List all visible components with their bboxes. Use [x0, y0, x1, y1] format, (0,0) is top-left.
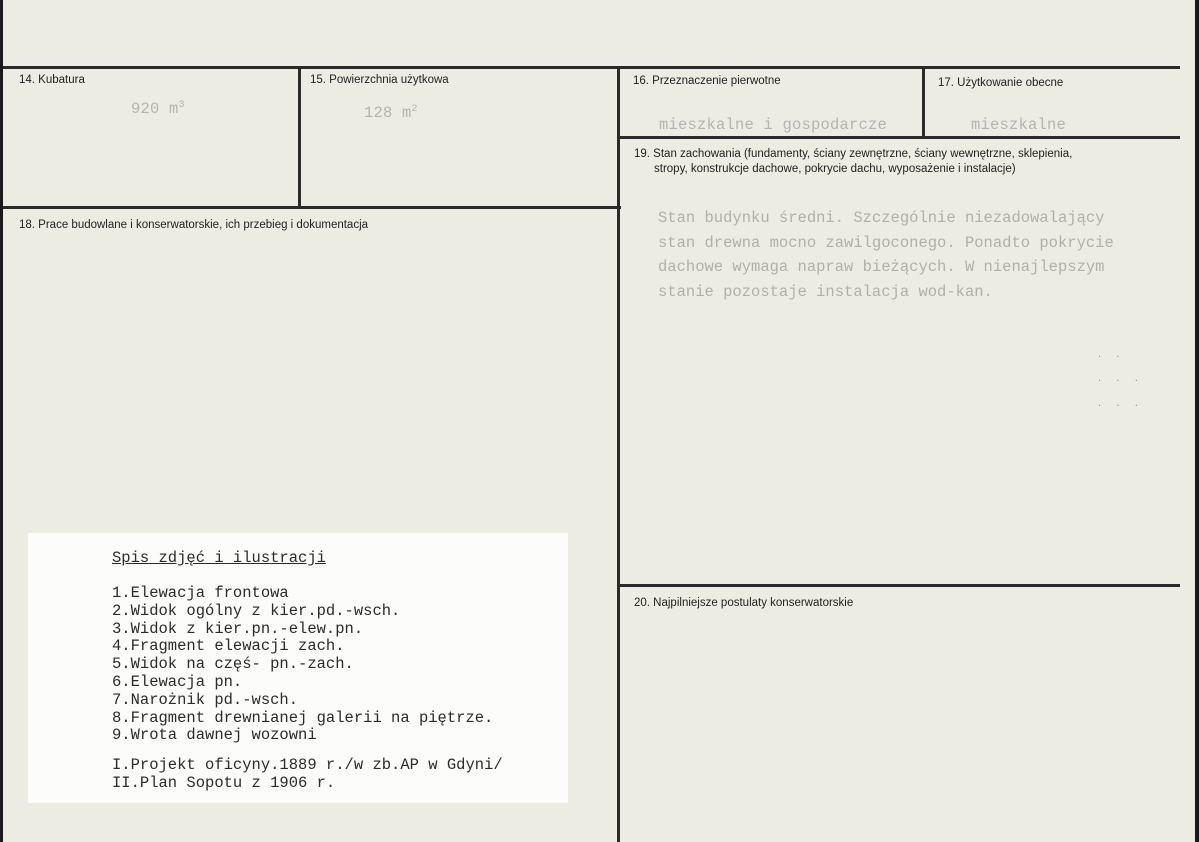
top-rule — [3, 66, 1180, 69]
rule-under-16-17 — [620, 136, 1180, 139]
field-20-label: 20. Najpilniejsze postulaty konserwatorskie — [634, 597, 854, 609]
rule-under-14-15 — [3, 206, 621, 209]
field-14-label: 14. Kubatura — [19, 74, 85, 86]
field-16-label: 16. Przeznaczenie pierwotne — [633, 75, 781, 87]
field-15-value — [364, 104, 418, 122]
photo-list-item: 5.Widok na częś- pn.-zach. — [112, 655, 354, 674]
field-19-line: dachowe wymaga napraw bieżących. W nienajlepszym — [658, 258, 1105, 276]
field-18-label: 18. Prace budowlane i konserwatorskie, ich przebieg i dokumentacja — [19, 219, 369, 231]
field-17-value: mieszkalne — [971, 116, 1067, 134]
faint-marks: · · · — [1098, 376, 1144, 387]
photo-list-title: Spis zdjęć i ilustracji — [112, 549, 326, 567]
divider-16-17 — [922, 66, 925, 138]
photo-list-item: 4.Fragment elewacji zach. — [112, 637, 345, 656]
photo-list-item: 3.Widok z kier.pn.-elew.pn. — [112, 619, 364, 638]
field-19-line: stanie pozostaje instalacja wod-kan. — [658, 282, 993, 301]
field-17-label: 17. Użytkowanie obecne — [938, 77, 1064, 89]
field-15-label: 15. Powierzchnia użytkowa — [310, 74, 449, 86]
field-19-text — [658, 206, 1168, 304]
photo-list-slip — [28, 533, 568, 803]
field-14-unit-exponent: 3 — [178, 100, 185, 111]
photo-list-item: 8.Fragment drewnianej galerii na piętrze. — [112, 708, 494, 727]
field-19-line: Stan budynku średni. Szczególnie niezadowalający — [658, 209, 1105, 227]
card-right-edge — [1195, 0, 1199, 842]
photo-list-item: 9.Wrota dawnej wozowni — [112, 726, 317, 745]
rule-under-19 — [620, 584, 1180, 587]
faint-marks: · · — [1098, 352, 1126, 363]
field-19-label-line-2: stropy, konstrukcje dachowe, pokrycie dachu, wyposażenie i instalacje) — [654, 163, 1016, 175]
field-19-line: stan drewna mocno zawilgoconego. Ponadto pokrycie — [658, 233, 1114, 252]
photo-list-items — [112, 585, 493, 745]
photo-list-item: 2.Widok ogólny z kier.pd.-wsch. — [112, 601, 401, 620]
photo-list-item: 1.Elewacja frontowa — [112, 584, 289, 602]
field-14-value — [131, 100, 185, 118]
card-left-edge — [0, 0, 3, 842]
field-14-number: 920 m — [131, 100, 179, 119]
divider-14-15 — [298, 66, 301, 208]
field-15-number: 128 m — [364, 104, 412, 123]
field-19-label-line-1: 19. Stan zachowania (fundamenty, ściany zewnętrzne, ściany wewnętrzne, sklepienia, — [634, 148, 1073, 160]
field-16-value: mieszkalne i gospodarcze — [659, 116, 888, 134]
divider-center — [617, 66, 620, 842]
illustration-item: I.Projekt oficyny.1889 r./w zb.AP w Gdyni/ — [112, 756, 503, 774]
illustration-list — [112, 757, 503, 793]
photo-list-item: 6.Elewacja pn. — [112, 672, 243, 691]
field-15-unit-exponent: 2 — [411, 104, 418, 115]
faint-marks: · · · — [1098, 401, 1144, 412]
photo-list-item: 7.Narożnik pd.-wsch. — [112, 690, 299, 709]
illustration-item: II.Plan Sopotu z 1906 r. — [112, 773, 336, 792]
